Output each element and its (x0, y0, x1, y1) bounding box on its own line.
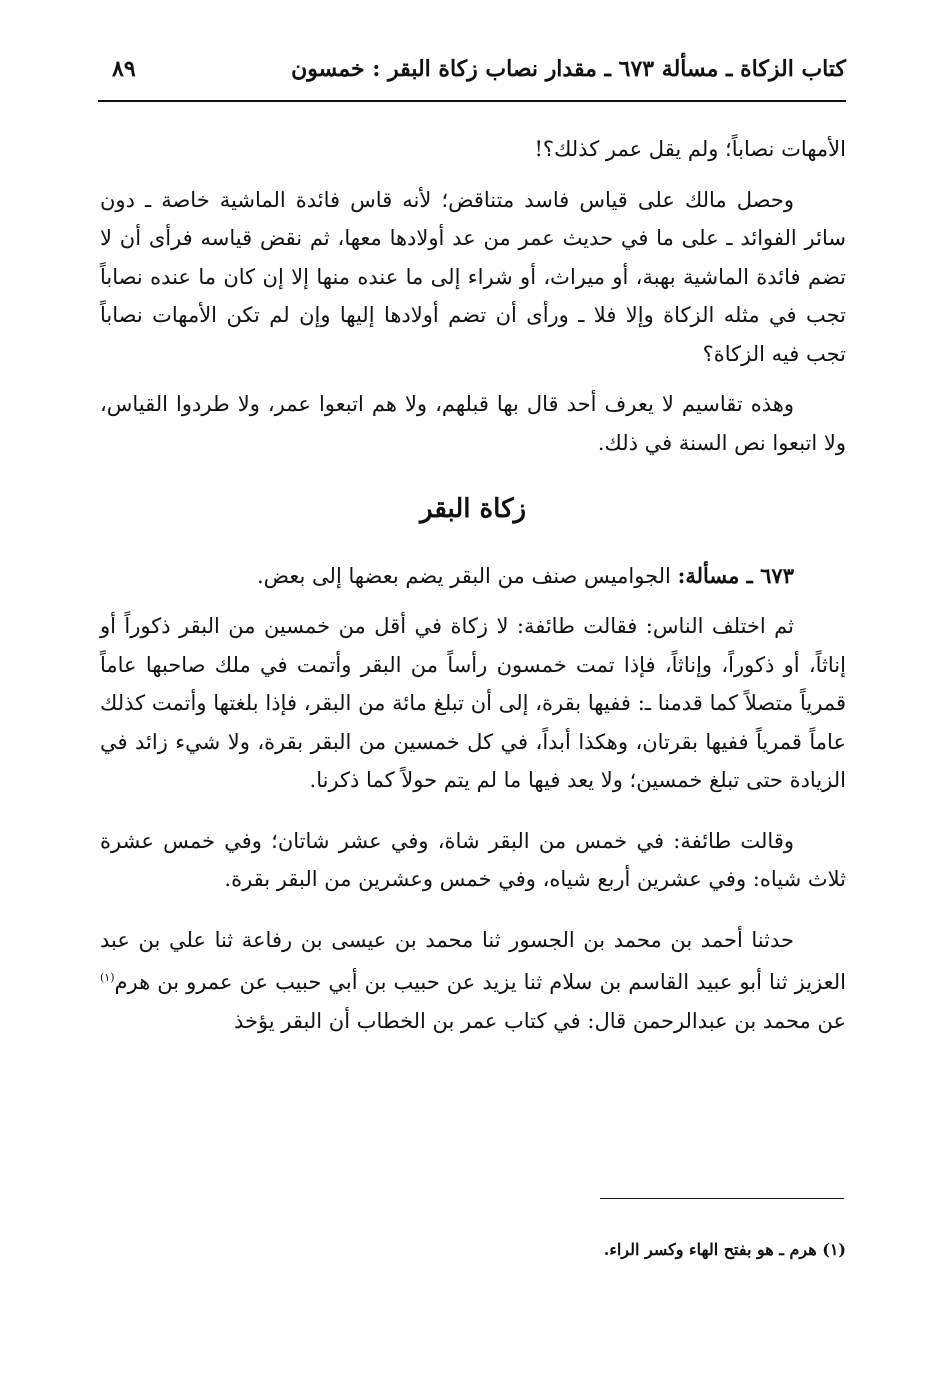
page-number: ٨٩ (112, 56, 136, 82)
running-header (98, 56, 846, 96)
paragraph-4: ثم اختلف الناس: فقالت طائفة: لا زكاة في أقل من خمسين من البقر ذكوراً أو إناثاً، أو ذكوراً، وإناثاً، فإذا تمت خمسون رأساً من البقر وأتمت في ملك صاحبها عاماً قمرياً متصلاً كما قدمنا ـ: ففيها بقرة، إلى أن تبلغ مائة من البقر، فإذا بلغتها وأتمت كذلك عاماً قمرياً ففيها بقرتان، وهكذا أبداً، في كل خمسين من البقر بقرة، ولا شيء زائد في الزيادة حتى تبلغ خمسين؛ ولا يعد فيها ما لم يتم حولاً كما ذكرنا. (100, 614, 846, 792)
paragraph-3: وهذه تقاسيم لا يعرف أحد قال بها قبلهم، ولا هم اتبعوا عمر، ولا طردوا القياس، ولا اتبعوا نص السنة في ذلك. (100, 392, 846, 455)
section-title: زكاة البقر (419, 494, 527, 524)
issue-statement (100, 557, 846, 596)
footnote-marker: (١) (100, 971, 115, 984)
paragraph-6-end: عن محمد بن عبدالرحمن قال: في كتاب عمر بن الخطاب أن البقر يؤخذ (233, 1008, 846, 1033)
main-text (100, 130, 846, 1052)
paragraph-2: وحصل مالك على قياس فاسد متناقض؛ لأنه قاس فائدة الماشية خاصة ـ دون سائر الفوائد ـ على ما في حديث عمر من عد أولادها معها، ثم نقض قياسه فرأى أن لا تضم فائدة الماشية بهبة، أو ميراث، أو شراء إلى ما عنده منها إلا إن كان ما عنده نصاباً تجب في مثله الزكاة وإلا فلا ـ ورأى أن تضم أولادها إليها وإن لم تكن الأمهات نصاباً تجب فيه الزكاة؟ (100, 187, 846, 366)
footnote-divider (600, 1198, 844, 1199)
running-title: كتاب الزكاة ـ مسألة ٦٧٣ ـ مقدار نصاب زكاة البقر : خمسون (291, 56, 846, 82)
paragraph-5: وقالت طائفة: في خمس من البقر شاة، وفي عشر شاتان؛ وفي خمس عشرة ثلاث شياه: وفي عشرين أربع شياه، وفي خمس وعشرين من البقر بقرة. (100, 828, 846, 891)
paragraph-6-start: حدثنا أحمد بن محمد بن الجسور ثنا محمد بن عيسى بن رفاعة ثنا علي بن عبد العزيز ثنا أبو عبيد القاسم بن سلام ثنا يزيد عن حبيب بن أبي حبيب عن عمرو بن هرم (100, 927, 846, 994)
issue-text: الجواميس صنف من البقر يضم بعضها إلى بعض. (257, 563, 671, 588)
footnote: (١) هرم ـ هو بفتح الهاء وكسر الراء. (603, 1240, 846, 1259)
issue-label: ٦٧٣ ـ مسألة: (677, 562, 794, 588)
header-divider (98, 100, 846, 102)
paragraph-1: الأمهات نصاباً؛ ولم يقل عمر كذلك؟! (534, 137, 846, 161)
paragraph-6 (100, 921, 846, 1041)
